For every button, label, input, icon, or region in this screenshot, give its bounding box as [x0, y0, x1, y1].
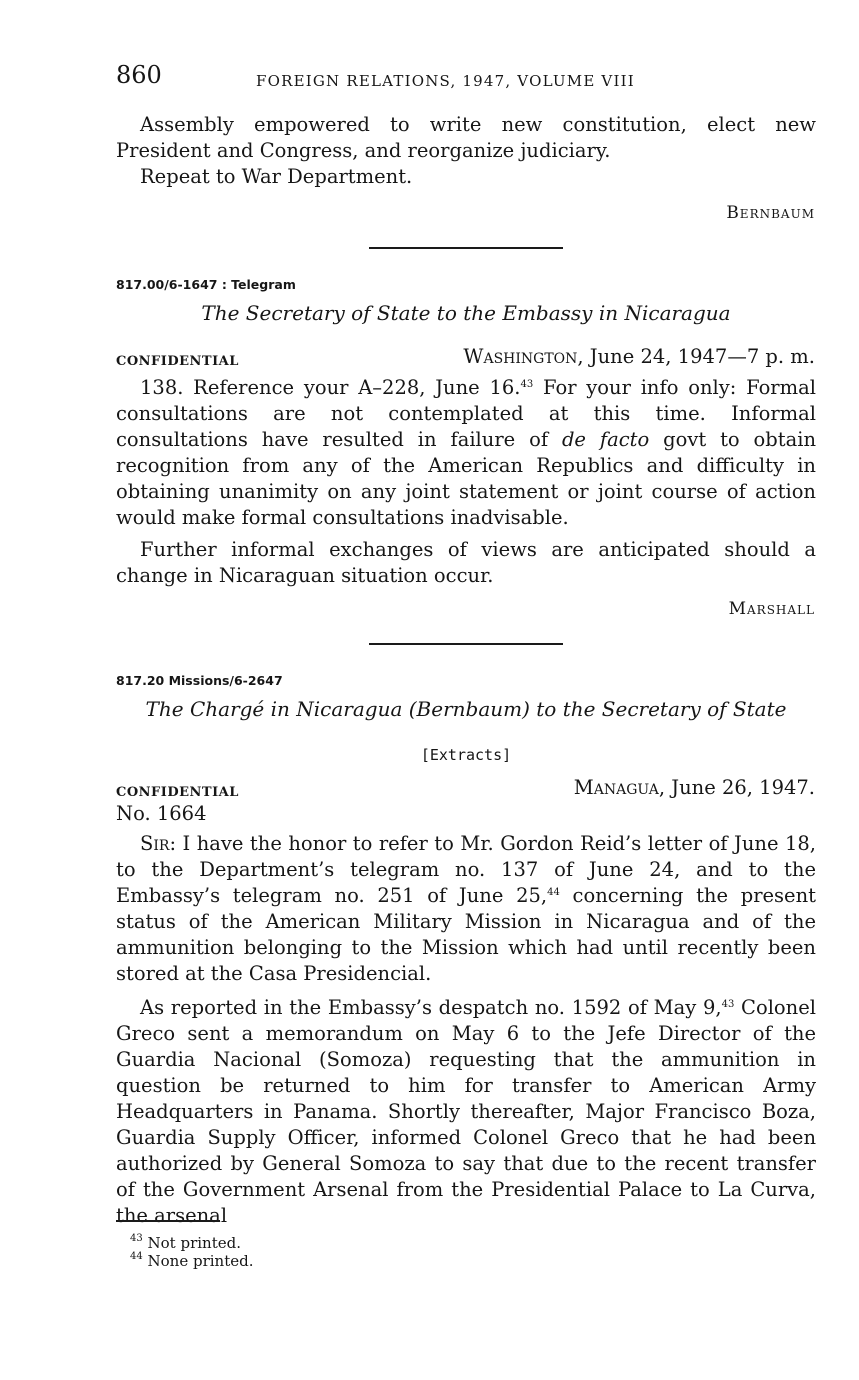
extracts-label: [Extracts] — [420, 746, 512, 764]
continued-text — [116, 112, 816, 190]
text-segment: : I have the honor to refer to Mr. Gordon Reid’s letter of June 18, to the Department’s telegram no. 137 of June 24, and to the Embassy’s telegram no. 251 of June 25, — [116, 832, 816, 907]
text-segment: Colonel Greco sent a memorandum on May 6 to the Jefe Director of the Guardia Nacional (Somoza) requesting that the ammunition in question be returned to him for transfer to American Army Headquarters in Panama. Shortly thereafter, Major Francisco Boza, Guardia Supply Officer, informed Colonel Greco that he had been authorized by General Somoza to say that due to the recent transfer of the Government Arsenal from the Presidential Palace to La Curva, the arsenal — [116, 996, 817, 1227]
footnote-divider — [116, 1220, 220, 1222]
telegram-body — [116, 375, 816, 589]
document-title: The Secretary of State to the Embassy in Nicaragua — [201, 301, 731, 325]
page-number: 860 — [116, 61, 162, 89]
footnote-ref: 44 — [547, 887, 560, 898]
footnotes — [130, 1234, 253, 1270]
footnote-43 — [130, 1234, 253, 1252]
section-divider — [369, 643, 563, 645]
text-segment: As reported in the Embassy’s despatch no. 1592 of May 9, — [140, 996, 722, 1019]
dateline-date: , June 24, 1947—7 p. m. — [577, 345, 815, 368]
telegram-paragraph-1 — [116, 375, 816, 531]
title-segment: Bernbaum — [416, 697, 523, 721]
footnote-mark: 44 — [130, 1251, 143, 1262]
despatch-paragraph-2 — [116, 995, 816, 1229]
text-segment: For your info only: Formal consultations are not contemplated at this time. Informal consultations have resulted in failure of — [116, 376, 816, 451]
footnote-text: Not printed. — [147, 1234, 241, 1252]
dateline — [463, 344, 815, 370]
classification-label: CONFIDENTIAL — [116, 785, 239, 800]
despatch-number: No. 1664 — [116, 802, 207, 825]
footnote-ref: 43 — [520, 379, 534, 390]
running-head: FOREIGN RELATIONS, 1947, VOLUME VIII — [256, 72, 635, 90]
continued-paragraph: Assembly empowered to write new constitution, elect new President and Congress, and reorganize judiciary. — [116, 113, 816, 162]
repeat-instruction: Repeat to War Department. — [140, 165, 413, 188]
telegram-paragraph-2: Further informal exchanges of views are anticipated should a change in Nicaraguan situation occur. — [116, 538, 816, 587]
dateline-place: Washington — [463, 345, 578, 368]
page-header — [116, 62, 816, 94]
despatch-body — [116, 831, 816, 1229]
footnote-44 — [130, 1252, 253, 1270]
signature-bernbaum: Bernbaum — [726, 203, 815, 223]
document-title — [116, 696, 816, 722]
text-segment: concerning the present status of the American Military Mission in Nicaragua and of the ammunition belonging to the Mission which had until recently been stored at the Casa Presidencial. — [116, 884, 816, 985]
file-number: 817.20 Missions/6-2647 — [116, 673, 283, 688]
classification-label: CONFIDENTIAL — [116, 354, 239, 369]
salutation: Sir — [140, 832, 170, 855]
footnote-mark: 43 — [130, 1233, 143, 1244]
despatch-paragraph-1 — [116, 831, 816, 987]
section-divider — [369, 247, 563, 249]
title-segment: The Chargé in Nicaragua ( — [145, 697, 417, 721]
dateline-date: , June 26, 1947. — [658, 776, 815, 799]
dateline-place: Managua — [573, 776, 659, 799]
footnote-text: None printed. — [147, 1252, 254, 1270]
italic-term: de facto — [561, 428, 650, 451]
footnote-ref: 43 — [721, 999, 735, 1010]
file-number: 817.00/6-1647 : Telegram — [116, 277, 296, 292]
signature-marshall: Marshall — [728, 599, 815, 619]
title-segment: ) to the Secretary of State — [522, 697, 787, 721]
text-segment: govt to obtain recognition from any of the American Republics and difficulty in obtaining unanimity on any joint statement or joint course of action would make formal consultations inadvisable. — [116, 428, 817, 529]
text-segment: 138. Reference your A–228, June 16. — [140, 376, 521, 399]
dateline — [574, 775, 815, 801]
